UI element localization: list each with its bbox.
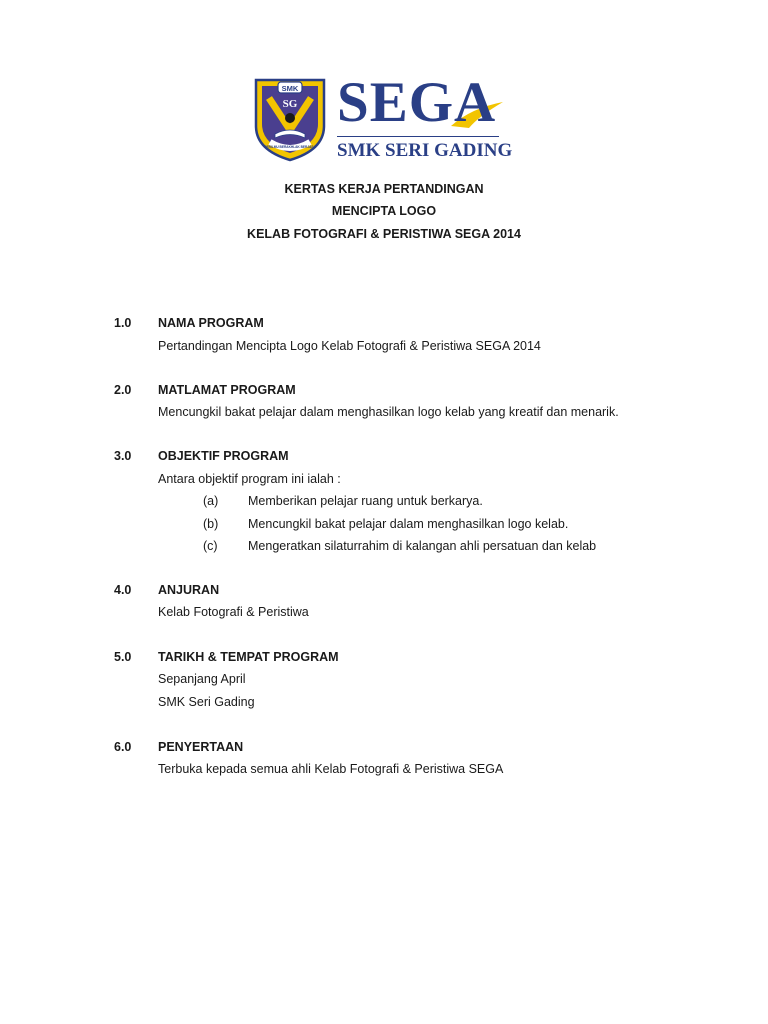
section-number: 1.0	[114, 316, 132, 330]
list-item-text: Mengeratkan silaturrahim di kalangan ahli persatuan dan kelab	[248, 539, 597, 553]
section-number: 3.0	[114, 449, 132, 463]
crest-label: SMK	[281, 84, 299, 93]
logo-divider	[337, 136, 499, 137]
document-title-line-3: KELAB FOTOGRAFI & PERISTIWA SEGA 2014	[247, 227, 521, 241]
section-text: Pertandingan Mencipta Logo Kelab Fotografi & Peristiwa SEGA 2014	[158, 339, 541, 353]
section-heading: TARIKH & TEMPAT PROGRAM	[158, 650, 339, 664]
document-title-line-1: KERTAS KERJA PERTANDINGAN	[284, 182, 484, 196]
section-text: Antara objektif program ini ialah :	[158, 472, 341, 486]
section-heading: OBJEKTIF PROGRAM	[158, 449, 289, 463]
section-heading: PENYERTAAN	[158, 740, 244, 754]
section-number: 6.0	[114, 740, 132, 754]
section-number: 2.0	[114, 383, 132, 397]
list-item-label: (a)	[203, 494, 219, 508]
list-item-label: (c)	[203, 539, 218, 553]
crest-initials: SG	[282, 98, 298, 110]
school-crest-icon	[253, 74, 327, 162]
logo-subtitle: SMK SERI GADING	[337, 140, 513, 161]
section-text: SMK Seri Gading	[158, 695, 255, 709]
section-text: Kelab Fotografi & Peristiwa	[158, 605, 309, 619]
logo-wordmark: SEGA	[337, 71, 497, 134]
school-logo	[253, 71, 513, 166]
list-item-label: (b)	[203, 517, 219, 531]
document-title-line-2: MENCIPTA LOGO	[331, 204, 437, 218]
section-heading: MATLAMAT PROGRAM	[158, 383, 296, 397]
section-heading: ANJURAN	[158, 583, 220, 597]
section-number: 4.0	[114, 583, 132, 597]
section-text: Mencungkil bakat pelajar dalam menghasilkan logo kelab yang kreatif dan menarik.	[158, 405, 619, 419]
list-item-text: Memberikan pelajar ruang untuk berkarya.	[248, 494, 483, 508]
section-heading: NAMA PROGRAM	[158, 316, 264, 330]
section-number: 5.0	[114, 650, 132, 664]
crest-motto: BERILMU BERAKHLAK BERJASA	[264, 145, 316, 149]
list-item-text: Mencungkil bakat pelajar dalam menghasilkan logo kelab.	[248, 517, 569, 531]
section-text: Sepanjang April	[158, 672, 246, 686]
section-text: Terbuka kepada semua ahli Kelab Fotografi & Peristiwa SEGA	[158, 762, 504, 776]
